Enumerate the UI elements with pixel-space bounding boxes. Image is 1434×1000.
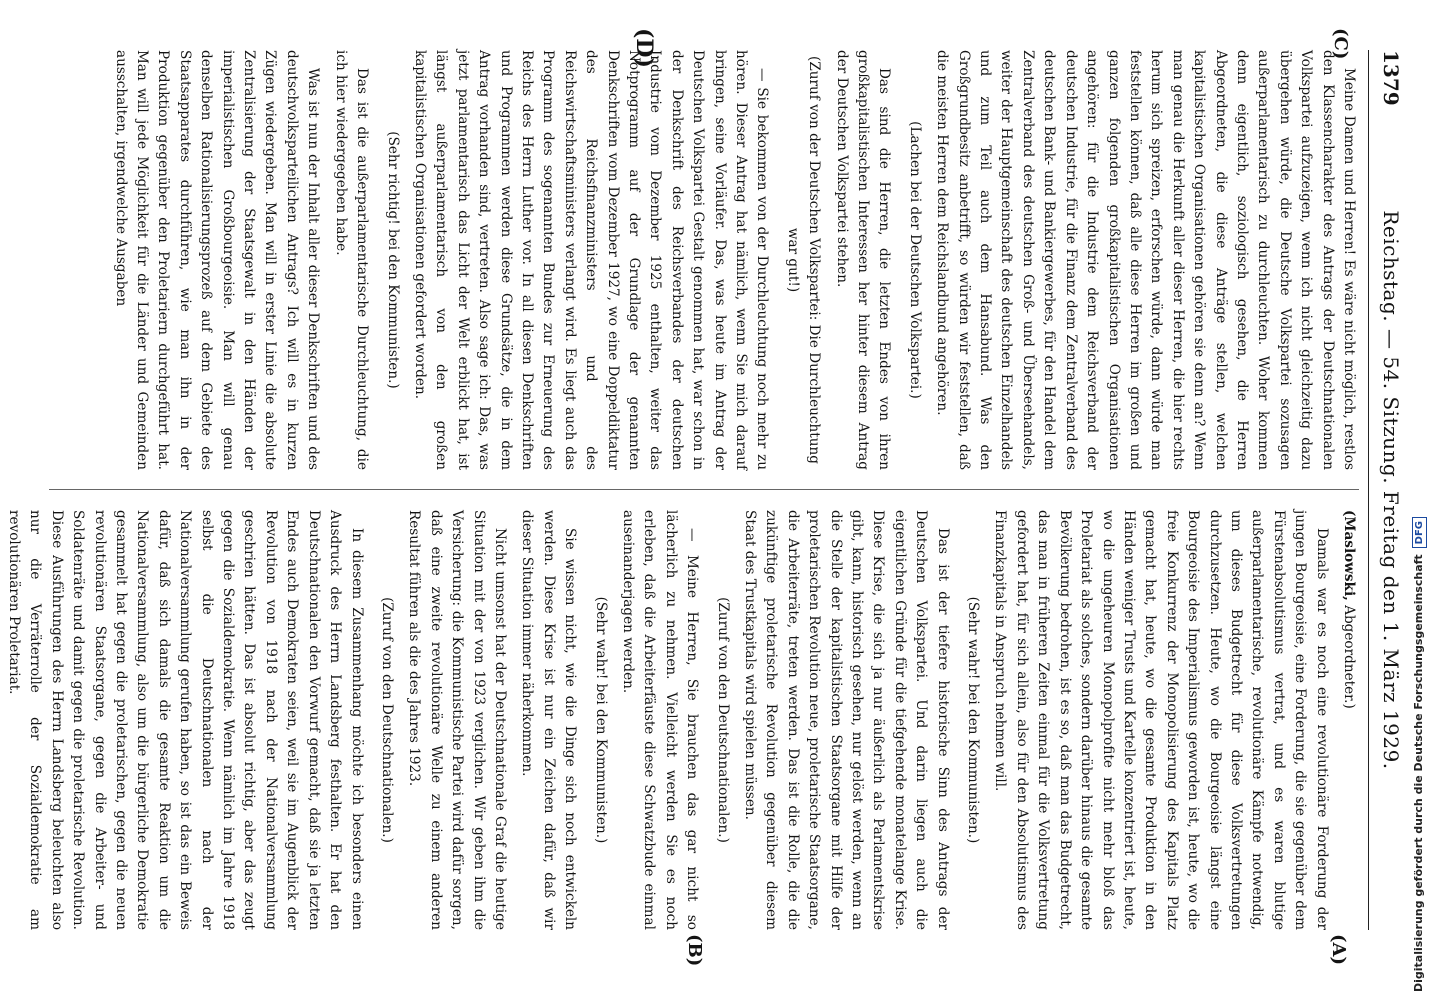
column-divider — [49, 489, 1359, 490]
interjection: (Sehr wahr! bei den Kommunisten.) — [592, 596, 609, 844]
margin-letter-a: (A) — [1328, 934, 1349, 965]
speaker-role: Abgeordneter.) — [1341, 600, 1357, 709]
paragraph: Das sind die Herren, die letzten Endes von ihren großkapitalistischen Interessen her hinter diesem Antrag der Deutschen Volkspartei stehen. — [833, 50, 893, 470]
paragraph: Das ist der tiefere historische Sinn des Antrags der Deutschen Volkspartei. Und darin liegen auch die eigentlichen Gründe für die tiefgehende monatelange Krise. Diese Krise, die sich ja nur äußerlich als Parlamentskrise gibt, kann, historisch gesehen, nur gelöst werden, wenn an die Stelle der kapitalistischen Staatsorgane mit Hilfe der proletarischen Revolution neue, proletarische Staatsorgane, die Arbeiterräte, treten werden. Das ist die Rolle, die die zukünftige proletarische Revolution gegenüber diesem Staat des Trustkapitals wird spielen müssen. — [742, 510, 951, 930]
left-column — [39, 50, 1359, 470]
paragraph: Sie wissen nicht, wie die Dinge sich noch entwickeln werden. Diese Krise ist nur ein Zeichen dafür, daß wir dieser Situation immer näherkommen. — [519, 510, 579, 930]
page-number: 1379 — [1379, 50, 1403, 106]
paragraph: In diesem Zusammenhang möchte ich besonders einen Ausdruck des Herrn Landsberg festhalten. Er hat den Deutschnationalen den Vorwurf gemacht, daß sie ja letzten Endes auch Demokraten seien, weil sie im Augenblick der Revolution von 1918 nach der Nationalversammlung geschrien hätten. Das ist absolut richtig, aber das zeugt gegen die Sozialdemokratie. Wenn nämlich im Jahre 1918 selbst die Deutschnationalen nach der Nationalversammlung gerufen haben, so ist das ein Beweis dafür, daß sich damals die gesamte Reaktion um die Nationalversammlung, also um die bürgerliche Demokratie gesammelt hat gegen die proletarischen, gegen die neuen revolutionären Staatsorgane, gegen die Arbeiter- und Soldatenräte und damit gegen die proletarische Revolution. Diese Ausführungen des Herrn Landsberg beleuchten also nur die Verräterrolle der Sozialdemokratie am revolutionären Proletariat. — [6, 510, 365, 930]
interjection: (Zuruf von den Deutschnationalen.) — [714, 597, 731, 843]
interjection: (Sehr richtig! bei den Kommunisten.) — [384, 131, 401, 389]
paragraph: Das ist die außerparlamentarische Durchleuchtung, die ich hier wiedergegeben habe. — [332, 50, 371, 470]
paragraph: — Sie bekommen von der Durchleuchtung noch mehr zu hören. Dieser Antrag hat nämlich, wenn Sie mich darauf bringen, seine Vorläufer. Das, was heute im Antrag der Deutschen Volkspartei Gestalt genommen hat, war schon in der Denkschrift des Reichsverbandes der deutschen Industrie vom Dezember 1925 enthalten, weiter das Notprogramm auf der Grundlage der genannten Denkschriften vom Dezember 1927, wo eine Doppeldiktatur des Reichsfinanzministers und des Reichswirtschaftsministers verlangt wird. Es liegt auch das Programm des sogenannten Bundes zur Erneuerung des Reichs des Herrn Luther vor. In all diesen Denkschriften und Programmen werden diese Grundsätze, die in dem Antrag vorhanden sind, vertreten. Also sage ich: Das, was jetzt parlamentarisch das Licht der Welt erblickt hat, ist längst außerparlamentarisch von den großen kapitalistischen Organisationen gefordert worden. — [411, 50, 771, 470]
paragraph: Damals war es noch eine revolutionäre Forderung der jungen Bourgeoisie, eine Forderung, die sie gegenüber dem Fürstenabsolutismus vertrat, und es waren blutige außerparlamentarische, revolutionäre Kämpfe notwendig, um dieses Budgetrecht für diese Volksvertretungen durchzusetzen. Heute, wo die Bourgeoisie längst eine Bourgeoisie des Imperialismus geworden ist, heute, wo die freie Konkurrenz der Monopolisierung des Kapitals Platz gemacht hat, heute, wo die gesamte Produktion in den Händen weniger Trusts und Kartelle konzentriert ist, heute, wo die ungeheuren Monopolprofite nicht mehr bloß das Proletariat als solches, sondern darüber hinaus die gesamte Bevölkerung bedrohen, ist es so, daß man das Budgetrecht, das man in früheren Zeiten einmal für die Volksvertretung gefordert hat, für sich allein, also für den Absolutismus des Finanzkapitals in Anspruch nehmen will. — [992, 510, 1330, 930]
credit-text: Digitalisierung gefördert durch die Deutsche Forschungsgemeinschaft — [1412, 554, 1425, 992]
margin-letter-b: (B) — [684, 934, 705, 967]
interjection: (Sehr wahr! bei den Kommunisten.) — [965, 596, 982, 844]
running-title: Reichstag. — 54. Sitzung. Freitag den 1. März 1929. — [1379, 210, 1403, 770]
margin-letter-c: (C) — [1330, 28, 1351, 60]
interjection: (Zuruf von den Deutschnationalen.) — [378, 597, 395, 843]
paragraph: Nicht umsonst hat der Deutschnationale Graf die heutige Situation mit der von 1923 verglichen. Wir geben ihm die Versicherung: die Kommunistische Partei wird dafür sorgen, daß eine zweite revolutionäre Welle zu einem anderen Resultat führen als die des Jahres 1923. — [406, 510, 508, 930]
margin-letter-d: (D) — [631, 28, 657, 68]
digitization-credit — [1412, 517, 1427, 992]
interjection: (Zuruf von der Deutschen Volkspartei: Die Durchleuchtung war gut!) — [784, 56, 823, 464]
page-header — [1373, 50, 1407, 930]
paragraph: — Meine Herren, Sie brauchen das gar nicht so lächerlich zu nehmen. Vielleicht werden Sie es noch erleben, daß die Arbeiterfäuste diese Schwatzbude einmal auseinanderjagen werden. — [620, 510, 701, 930]
speaker-line — [1338, 510, 1359, 930]
paragraph: Meine Damen und Herren! Es wäre nicht möglich, restlos den Klassencharakter des Antrags der Deutschnationalen Volkspartei aufzuzeigen, wenn ich nicht gleichzeitig dazu übergehen würde, die Deutsche Volkspartei sozusagen außerparlamentarisch zu durchleuchten. Woher kommen denn eigentlich, soziologisch gesehen, die Herren Abgeordneten, die diese Anträge stellen, welchen kapitalistischen Organisationen gehören sie denn an? Wenn man genau die Herkunft aller dieser Herren, die hier rechts herum sich spreizen, erforschen würde, dann würde man feststellen können, daß alle diese Herren im großen und ganzen folgenden großkapitalistischen Organisationen angehören: für die Industrie dem Reichsverband der deutschen Industrie, für die Finanz dem Zentralverband des deutschen Bank- und Bankiergewerbes, für den Handel dem Zentralverband des deutschen Groß- und Überseehandels, weiter der Hauptgemeinschaft des deutschen Einzelhandels und zum Teil auch dem Hansabund. Was den Großgrundbesitz anbetrifft, so würden wir feststellen, daß die meisten Herren dem Reichslandbund angehören. — [934, 50, 1357, 470]
header-rule — [1368, 50, 1369, 930]
rotated-document-page — [6, 20, 1417, 967]
interjection: (Lachen bei der Deutschen Volkspartei.) — [906, 121, 923, 399]
paragraph: Was ist nun der Inhalt aller dieser Denkschriften und des deutschvolksparteilichen Antrags? Ich will es in kurzen Zügen wiedergeben. Man will in erster Linie die absolute Zentralisierung der Staatsgewalt in den Händen der imperialistischen Großbourgeoisie. Man will genau denselben Rationalisierungsprozeß auf dem Gebiete des Staatsapparates durchführen, wie man ihn in der Produktion gegenüber den Proletariern durchgeführt hat. Man will jede Möglichkeit für die Länder und Gemeinden ausschalten, irgendwelche Ausgaben — [112, 50, 322, 470]
right-column — [6, 510, 1359, 930]
dfg-logo: DFG — [1412, 517, 1427, 548]
speaker-name: (Maslowski, — [1341, 510, 1357, 601]
